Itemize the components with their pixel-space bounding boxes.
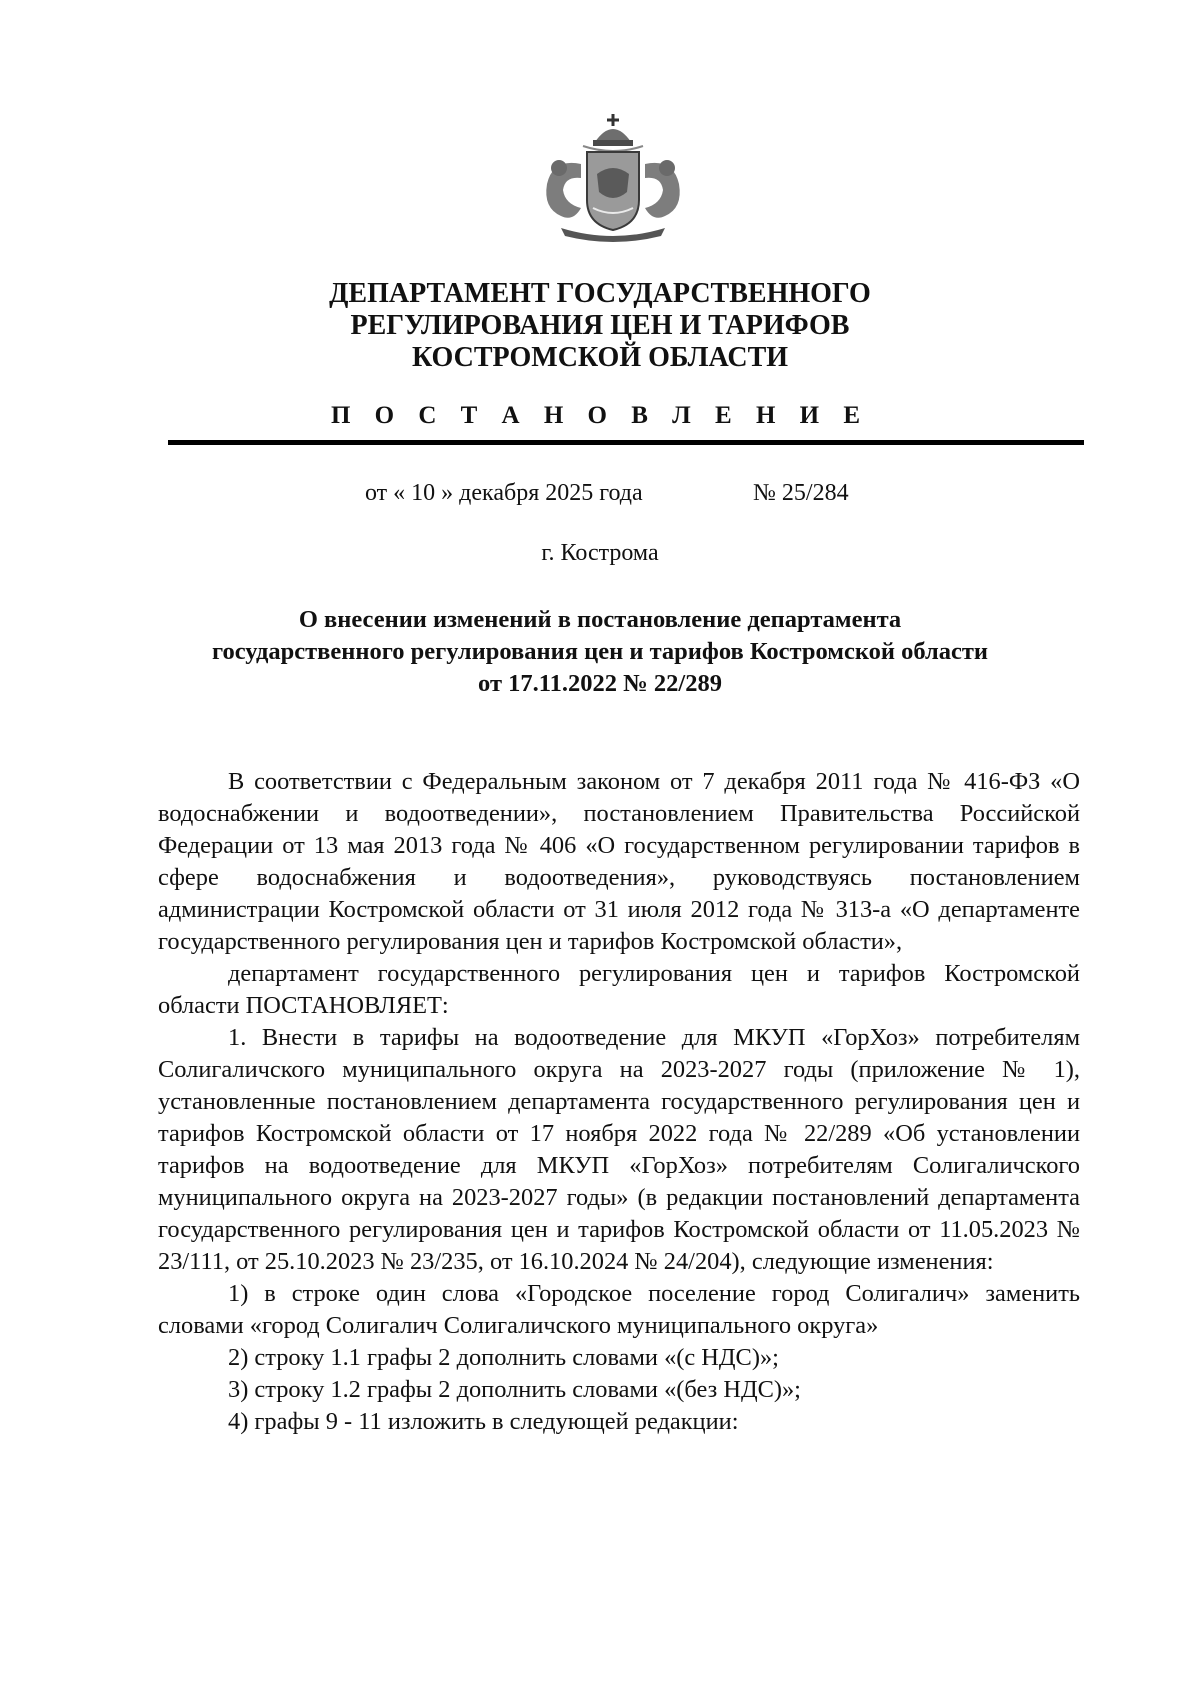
document-number: № 25/284	[753, 480, 849, 506]
department-name-line: КОСТРОМСКОЙ ОБЛАСТИ	[411, 342, 789, 373]
department-name	[0, 278, 1200, 374]
subject-line: государственного регулирования цен и тарифов Костромской области	[211, 638, 989, 665]
header-divider	[168, 440, 1084, 445]
department-name-line: РЕГУЛИРОВАНИЯ ЦЕН И ТАРИФОВ	[350, 310, 850, 341]
document-subject	[0, 604, 1200, 700]
body-list-item: 2) строку 1.1 графы 2 дополнить словами «(с НДС)»;	[228, 1344, 779, 1371]
document-date: от « 10 » декабря 2025 года	[365, 480, 643, 506]
body-paragraph: 1) в строке один слова «Городское поселение город Солигалич» заменить словами «город Солигалич Солигаличского муниципального округа»	[158, 1280, 1080, 1339]
department-name-line: ДЕПАРТАМЕНТ ГОСУДАРСТВЕННОГО	[329, 278, 871, 309]
body-list-item: 3) строку 1.2 графы 2 дополнить словами «(без НДС)»;	[228, 1376, 801, 1403]
document-type: П О С Т А Н О В Л Е Н И Е	[330, 402, 870, 429]
body-paragraph: В соответствии с Федеральным законом от 7 декабря 2011 года № 416-ФЗ «О водоснабжении и водоотведении», постановлением Правительства Российской Федерации от 13 мая 2013 года № 406 «О государственном регулировании тарифов в сфере водоснабжения и водоотведения», руководствуясь постановлением администрации Костромской области от 31 июля 2012 года № 313-а «О департаменте государственного регулирования цен и тарифов Костромской области»,	[158, 768, 1080, 955]
body-paragraph: департамент государственного регулирования цен и тарифов Костромской области ПОСТАНОВЛЯЕТ:	[158, 960, 1080, 1019]
body-list-item: 4) графы 9 - 11 изложить в следующей редакции:	[228, 1408, 739, 1435]
subject-line: от 17.11.2022 № 22/289	[478, 670, 722, 697]
kostroma-coat-of-arms-icon	[533, 112, 693, 244]
document-city: г. Кострома	[541, 540, 659, 566]
body-paragraph: 1. Внести в тарифы на водоотведение для МКУП «ГорХоз» потребителям Солигаличского муниципального округа на 2023-2027 годы (приложение № 1), установленные постановлением департамента государственного регулирования цен и тарифов Костромской области от 17 ноября 2022 года № 22/289 «Об установлении тарифов на водоотведение для МКУП «ГорХоз» потребителям Солигаличского муниципального округа на 2023-2027 годы» (в редакции постановлений департамента государственного регулирования цен и тарифов Костромской области от 11.05.2023 № 23/111, от 25.10.2023 № 23/235, от 16.10.2024 № 24/204), следующие изменения:	[158, 1024, 1080, 1275]
subject-line: О внесении изменений в постановление департамента	[298, 606, 902, 633]
document-body	[158, 766, 1080, 1438]
